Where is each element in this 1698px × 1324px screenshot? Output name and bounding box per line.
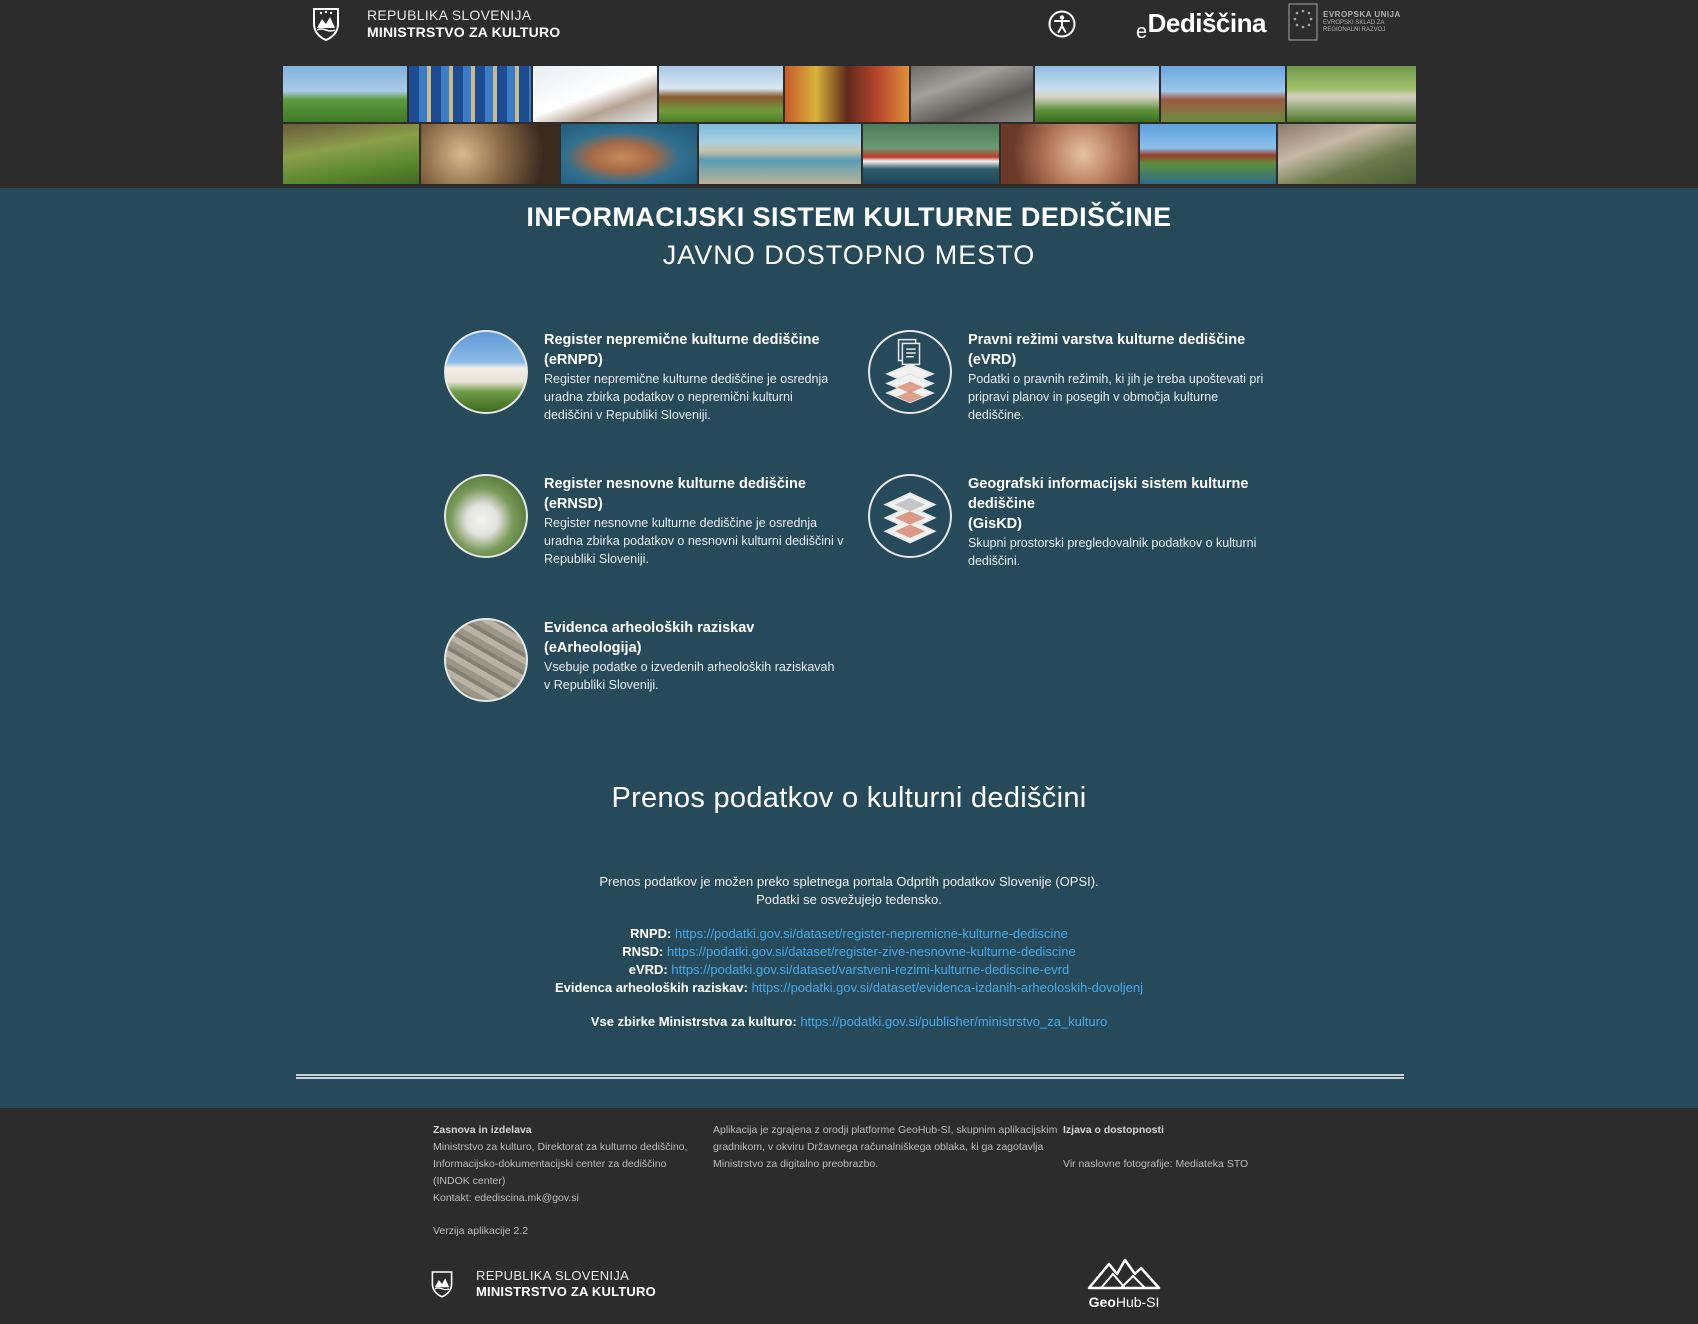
heritage-photo-mosaic bbox=[283, 66, 1416, 184]
dataset-links bbox=[0, 925, 1698, 997]
all-collections-label: Vse zbirke Ministrstva za kulturo: bbox=[590, 1014, 797, 1029]
dataset-link-rnpd[interactable]: https://podatki.gov.si/dataset/register-nepremicne-kulturne-dediscine bbox=[674, 926, 1068, 941]
all-collections-link[interactable]: https://podatki.gov.si/publisher/ministrstvo_za_kulturo bbox=[800, 1014, 1108, 1029]
card-title: Evidenca arheoloških raziskav bbox=[544, 620, 755, 636]
dataset-label: Evidenca arheoloških raziskav: bbox=[555, 980, 748, 995]
dataset-label: eVRD: bbox=[628, 962, 668, 977]
photo-stone-village bbox=[911, 66, 1033, 122]
dataset-link-row bbox=[0, 961, 1698, 979]
dataset-link-row bbox=[0, 979, 1698, 997]
photo-bridge bbox=[1140, 124, 1276, 184]
gov-line2: MINISTRSTVO ZA KULTURO bbox=[476, 1284, 656, 1299]
photo-church bbox=[283, 66, 407, 122]
brand-name: Dediščina bbox=[1147, 8, 1266, 38]
photo-kurent-masks bbox=[421, 124, 559, 184]
page-subtitle: JAVNO DOSTOPNO MESTO bbox=[662, 240, 1036, 270]
footer-platform-line: gradnikom, v okviru Državnega računalniškega oblaka, ki ga zagotavlja bbox=[713, 1141, 1044, 1153]
header bbox=[0, 0, 1698, 188]
edediscina-logo[interactable] bbox=[1136, 8, 1266, 44]
app-version: Verzija aplikacije 2.2 bbox=[433, 1225, 529, 1237]
photo-pletna-boat bbox=[863, 124, 999, 184]
gov-line2: MINISTRSTVO ZA KULTURO bbox=[367, 24, 561, 40]
card-title: Geografski informacijski sistem kulturne dediščine bbox=[968, 476, 1249, 512]
card-title: Pravni režimi varstva kulturne dediščine bbox=[968, 332, 1246, 348]
coat-of-arms-icon bbox=[430, 1268, 454, 1300]
geohub-bold: Geo bbox=[1088, 1294, 1116, 1310]
download-info bbox=[0, 873, 1698, 909]
card-code: (eArheologija) bbox=[544, 640, 642, 656]
photo-snow-village bbox=[533, 66, 657, 122]
eu-line1: EVROPSKA UNIJA bbox=[1323, 10, 1401, 19]
dataset-label: RNSD: bbox=[622, 944, 664, 959]
eu-fund-logo bbox=[1287, 2, 1401, 42]
footer-ministry-logo[interactable] bbox=[430, 1268, 656, 1300]
card-code: (eRNPD) bbox=[544, 352, 603, 368]
card-code: (eVRD) bbox=[968, 352, 1017, 368]
photo-painted-room bbox=[785, 66, 909, 122]
footer-credits-line: (INDOK center) bbox=[433, 1175, 506, 1187]
footer-platform bbox=[713, 1122, 1057, 1173]
download-title: Prenos podatkov o kulturni dediščini bbox=[611, 782, 1087, 814]
footer-credits-line: Informacijsko-dokumentacijski center za dediščino bbox=[433, 1158, 667, 1170]
photo-source: Vir naslovne fotografije: Mediateka STO bbox=[1063, 1158, 1249, 1170]
footer-accessibility bbox=[1063, 1122, 1248, 1173]
card-ernsd[interactable] bbox=[444, 474, 844, 594]
photo-lace-making bbox=[1001, 124, 1138, 184]
card-description: Register nesnovne kulturne dediščine je osrednja uradna zbirka podatkov o nesnovni kulturni dediščini v Republiki Sloveniji. bbox=[544, 516, 844, 566]
footer-credits-heading: Zasnova in izdelava bbox=[433, 1124, 532, 1136]
card-earheologija[interactable] bbox=[444, 618, 844, 738]
gov-line1: REPUBLIKA SLOVENIJA bbox=[367, 7, 532, 23]
footer-credits-line: Ministrstvo za kulturo, Direktorat za kulturno dediščino, bbox=[433, 1141, 688, 1153]
photo-salt-pans bbox=[699, 124, 861, 184]
photo-coastal-town bbox=[561, 124, 697, 184]
mountains-icon bbox=[1087, 1258, 1161, 1290]
footer-platform-line: Ministrstvo za digitalno preobrazbo. bbox=[713, 1158, 879, 1170]
eu-stars-icon bbox=[1287, 2, 1319, 42]
photo-ruins bbox=[1278, 124, 1416, 184]
card-ernpd[interactable] bbox=[444, 330, 844, 450]
download-info-line1: Prenos podatkov je možen preko spletnega portala Odprtih podatkov Slovenije (OPSI). bbox=[599, 874, 1099, 889]
card-description: Podatki o pravnih režimih, ki jih je treba upoštevati pri pripravi planov in posegih v območja kulturne dediščine. bbox=[968, 372, 1264, 422]
photo-alpine-meadow bbox=[283, 124, 419, 184]
eu-line2: EVROPSKI SKLAD ZA bbox=[1323, 20, 1385, 26]
accessibility-icon[interactable] bbox=[1048, 10, 1076, 38]
card-title: Register nepremične kulturne dediščine bbox=[544, 332, 820, 348]
card-giskd[interactable] bbox=[868, 474, 1268, 594]
spacer bbox=[1063, 1139, 1248, 1156]
dataset-label: RNPD: bbox=[630, 926, 672, 941]
dataset-link-rnsd[interactable]: https://podatki.gov.si/dataset/register-zive-nesnovne-kulturne-dediscine bbox=[667, 944, 1076, 959]
card-code: (GisKD) bbox=[968, 516, 1022, 532]
card-title: Register nesnovne kulturne dediščine bbox=[544, 476, 806, 492]
ministry-logo[interactable] bbox=[311, 6, 560, 42]
layers-documents-icon bbox=[868, 330, 952, 414]
castle-photo bbox=[444, 330, 528, 414]
photo-cathedral bbox=[1161, 66, 1285, 122]
card-description: Register nepremične kulturne dediščine je osrednja uradna zbirka podatkov o nepremični kulturni dediščini v Republiki Sloveniji. bbox=[544, 372, 829, 422]
download-info-line2: Podatki se osvežujejo tedensko. bbox=[756, 892, 942, 907]
coat-of-arms-icon bbox=[311, 6, 341, 42]
eu-line3: REGIONALNI RAZVOJ bbox=[1323, 27, 1386, 33]
dataset-link-archaeology[interactable]: https://podatki.gov.si/dataset/evidenca-izdanih-arheoloskih-dovoljenj bbox=[751, 980, 1143, 995]
photo-castle-town bbox=[1035, 66, 1159, 122]
page-title: INFORMACIJSKI SISTEM KULTURNE DEDIŠČINE bbox=[526, 202, 1172, 232]
footer-credits bbox=[433, 1122, 687, 1207]
brand-prefix: e bbox=[1136, 21, 1147, 43]
geohub-wordmark bbox=[1084, 1294, 1164, 1311]
photo-tiled-interior bbox=[409, 66, 531, 122]
gov-line1: REPUBLIKA SLOVENIJA bbox=[476, 1268, 630, 1283]
card-description: Vsebuje podatke o izvedenih arheoloških raziskavah v Republiki Sloveniji. bbox=[544, 660, 835, 692]
geohub-rest: Hub-SI bbox=[1115, 1294, 1160, 1310]
divider bbox=[296, 1074, 1404, 1079]
horses-photo bbox=[444, 474, 528, 558]
dataset-link-evrd[interactable]: https://podatki.gov.si/dataset/varstveni-rezimi-kulturne-dediscine-evrd bbox=[671, 962, 1070, 977]
dataset-link-row bbox=[0, 925, 1698, 943]
card-code: (eRNSD) bbox=[544, 496, 603, 512]
card-description: Skupni prostorski pregledovalnik podatkov o kulturni dediščini. bbox=[968, 536, 1257, 568]
all-collections bbox=[0, 1014, 1698, 1029]
dataset-link-row bbox=[0, 943, 1698, 961]
photo-hayrack bbox=[659, 66, 783, 122]
footer bbox=[0, 1108, 1698, 1324]
footer-contact[interactable]: Kontakt: edediscina.mk@gov.si bbox=[433, 1192, 579, 1204]
card-evrd[interactable] bbox=[868, 330, 1268, 450]
geohub-logo[interactable] bbox=[1084, 1258, 1164, 1311]
excavation-photo bbox=[444, 618, 528, 702]
photo-manor-park bbox=[1287, 66, 1416, 122]
layers-map-icon bbox=[868, 474, 952, 558]
footer-platform-line: Aplikacija je zgrajena z orodji platforme GeoHub-SI, skupnim aplikacijskim bbox=[713, 1124, 1058, 1136]
accessibility-statement-link[interactable]: Izjava o dostopnosti bbox=[1063, 1124, 1164, 1136]
